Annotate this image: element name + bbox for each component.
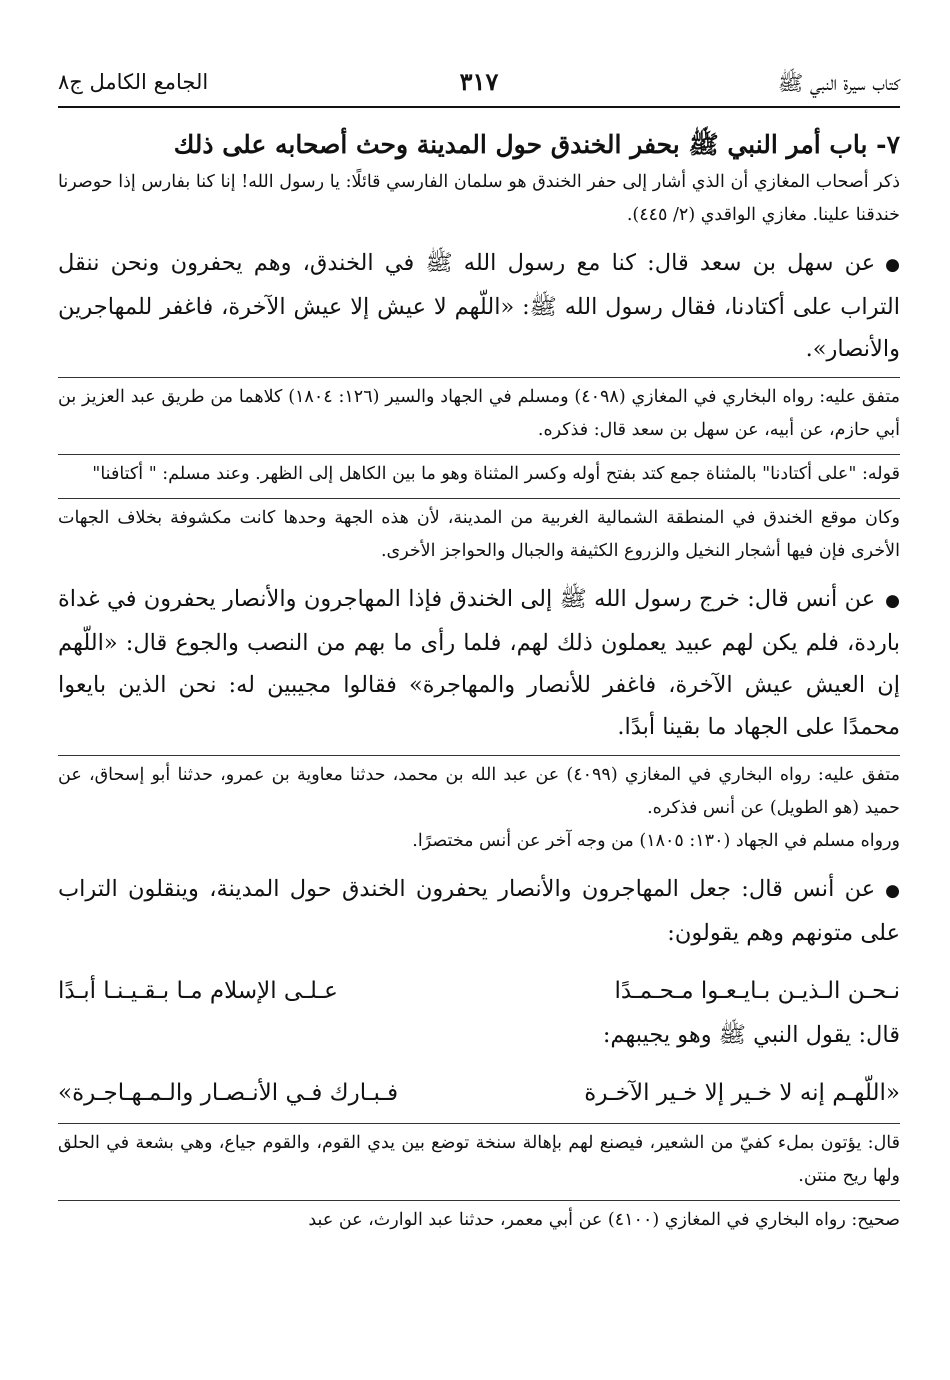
verse-2-second-hemistich: فـبـارك فـي الأنـصـار والـمـهـاجـرة» bbox=[58, 1080, 399, 1106]
takhrij-2: متفق عليه: رواه البخاري في المغازي (٤٠٩٩) عن عبد الله بن محمد، حدثنا معاوية بن عمرو، حدثنا أبو إسحاق، عن حميد (هو الطويل) عن أنس فذكره. bbox=[58, 765, 900, 818]
hadith-1 bbox=[58, 242, 900, 370]
divider bbox=[58, 498, 900, 499]
divider bbox=[58, 377, 900, 378]
hadith-2-text: عن أنس قال: خرج رسول الله ﷺ إلى الخندق فإذا المهاجرون والأنصار يحفرون في غداة باردة، فلم يكن لهم عبيد يعملون ذلك لهم، فلما رأى ما بهم من النصب والجوع قال: «اللّهم إن العيش عيش الآخرة، فاغفر للأنصار والمهاجرة» فقالوا مجيبين له: نحن الذين بايعوا محمدًا على الجهاد ما بقينا أبدًا. bbox=[58, 586, 900, 740]
verse-1-second-hemistich: عـلـى الإسلام مـا بـقـيـنـا أبـدًا bbox=[58, 978, 338, 1004]
bullet-icon: ● bbox=[885, 255, 900, 275]
poem-verse-1 bbox=[58, 968, 900, 1014]
intro-note: ذكر أصحاب المغازي أن الذي أشار إلى حفر الخندق هو سلمان الفارسي قائلًا: يا رسول الله! إنا كنا بفارس إذا حوصرنا خندقنا علينا. مغازي الواقدي (٢/ ٤٤٥). bbox=[58, 172, 900, 225]
divider bbox=[58, 755, 900, 756]
page-number: ٣١٧ bbox=[459, 67, 499, 96]
verse-2-first-hemistich: «اللّهـم إنه لا خـير إلا خـير الآخـرة bbox=[584, 1080, 900, 1106]
verse-1-first-hemistich: نـحـن الـذيـن بـايـعـوا مـحـمـدًا bbox=[614, 978, 900, 1004]
hadith-3-text: عن أنس قال: جعل المهاجرون والأنصار يحفرون الخندق حول المدينة، وينقلون التراب على متونهم وهم يقولون: bbox=[58, 876, 900, 946]
bullet-icon: ● bbox=[885, 881, 900, 901]
hadith-1-text: عن سهل بن سعد قال: كنا مع رسول الله ﷺ في الخندق، وهم يحفرون ونحن ننقل التراب على أكتادنا، فقال رسول الله ﷺ: «اللّهم لا عيش إلا عيش الآخرة، فاغفر للمهاجرين والأنصار». bbox=[58, 250, 900, 362]
takhrij-3: ورواه مسلم في الجهاد (١٣٠: ١٨٠٥) من وجه آخر عن أنس مختصرًا. bbox=[412, 831, 900, 851]
reply-intro: قال: يقول النبي ﷺ وهو يجيبهم: bbox=[602, 1022, 900, 1048]
explanation-3: قال: يؤتون بملء كفيّ من الشعير، فيصنع لهم بإهالة سنخة توضع بين يدي القوم، والقوم جياع، وهي بشعة في الحلق ولها ريح منتن. bbox=[58, 1133, 900, 1186]
explanation-1: قوله: "على أكتادنا" بالمثناة جمع كتد بفتح أوله وكسر المثناة وهو ما بين الكاهل إلى الظهر. وعند مسلم: " أكتافنا" bbox=[92, 464, 900, 484]
book-section-title: كتاب سيرة النبي ﷺ bbox=[777, 71, 900, 95]
chapter-title: ٧- باب أمر النبي ﷺ بحفر الخندق حول المدينة وحث أصحابه على ذلك bbox=[173, 130, 900, 159]
divider bbox=[58, 1123, 900, 1124]
hadith-3 bbox=[58, 868, 900, 954]
book-volume-title: الجامع الكامل ج٨ bbox=[58, 70, 209, 94]
poem-verse-2 bbox=[58, 1070, 900, 1116]
takhrij-4: صحيح: رواه البخاري في المغازي (٤١٠٠) عن أبي معمر، حدثنا عبد الوارث، عن عبد bbox=[308, 1210, 900, 1230]
divider bbox=[58, 454, 900, 455]
running-header bbox=[58, 58, 900, 108]
hadith-2 bbox=[58, 578, 900, 748]
book-page bbox=[58, 58, 900, 1358]
bullet-icon: ● bbox=[885, 591, 900, 611]
takhrij-1: متفق عليه: رواه البخاري في المغازي (٤٠٩٨) ومسلم في الجهاد والسير (١٢٦: ١٨٠٤) كلاهما من طريق عبد العزيز بن أبي حازم، عن أبيه، عن سهل بن سعد قال: فذكره. bbox=[58, 387, 900, 440]
divider bbox=[58, 1200, 900, 1201]
explanation-2: وكان موقع الخندق في المنطقة الشمالية الغربية من المدينة، لأن هذه الجهة وحدها كانت مكشوفة بخلاف الجهات الأخرى فإن فيها أشجار النخيل والزروع الكثيفة والجبال والحواجز الأخرى. bbox=[58, 508, 900, 561]
